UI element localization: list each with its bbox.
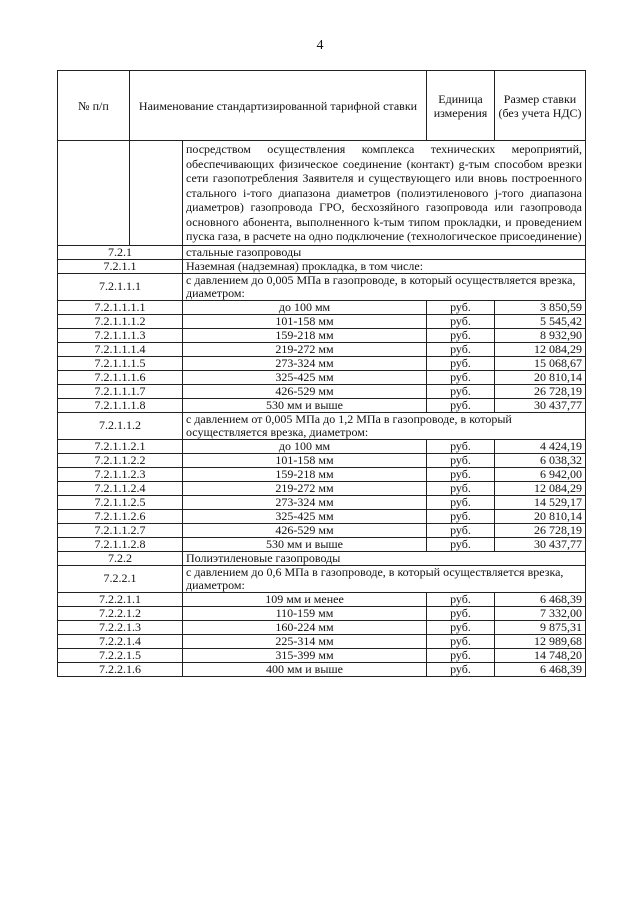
row-name: 109 мм и менее — [183, 592, 427, 606]
row-price: 26 728,19 — [495, 384, 586, 398]
table-row — [58, 314, 586, 328]
row-number: 7.2.1.1.2.6 — [58, 509, 183, 523]
row-price: 6 038,32 — [495, 453, 586, 467]
row-unit: руб. — [427, 398, 495, 412]
row-number: 7.2.1.1.2.2 — [58, 453, 183, 467]
row-number: 7.2.1.1.1.1 — [58, 300, 183, 314]
row-price: 12 084,29 — [495, 342, 586, 356]
row-number: 7.2.2.1.3 — [58, 620, 183, 634]
row-unit: руб. — [427, 662, 495, 676]
row-name: 325-425 мм — [183, 370, 427, 384]
row-number: 7.2.2 — [58, 551, 183, 565]
row-unit: руб. — [427, 439, 495, 453]
row-number: 7.2.2.1.6 — [58, 662, 183, 676]
row-price: 6 942,00 — [495, 467, 586, 481]
row-number: 7.2.1.1.2.8 — [58, 537, 183, 551]
row-number: 7.2.1.1.1.8 — [58, 398, 183, 412]
table-row — [58, 300, 586, 314]
row-unit: руб. — [427, 592, 495, 606]
row-name: 400 мм и выше — [183, 662, 427, 676]
table-row — [58, 537, 586, 551]
row-unit: руб. — [427, 481, 495, 495]
row-name: 273-324 мм — [183, 356, 427, 370]
row-name: с давлением до 0,005 МПа в газопроводе, в который осуществляется врезка, диаметром: — [183, 273, 586, 300]
row-name: с давлением до 0,6 МПа в газопроводе, в который осуществляется врезка, диаметром: — [183, 565, 586, 592]
row-unit: руб. — [427, 537, 495, 551]
row-name: 315-399 мм — [183, 648, 427, 662]
row-unit: руб. — [427, 370, 495, 384]
row-unit: руб. — [427, 606, 495, 620]
row-name: стальные газопроводы — [183, 245, 586, 259]
row-number: 7.2.1.1.1.7 — [58, 384, 183, 398]
row-unit: руб. — [427, 384, 495, 398]
row-unit: руб. — [427, 634, 495, 648]
row-unit: руб. — [427, 342, 495, 356]
row-number: 7.2.1.1.1 — [58, 273, 183, 300]
table-row — [58, 523, 586, 537]
row-name: 219-272 мм — [183, 342, 427, 356]
row-price: 20 810,14 — [495, 370, 586, 384]
row-name: до 100 мм — [183, 439, 427, 453]
table-header-row — [58, 71, 586, 141]
table-row — [58, 592, 586, 606]
row-name: 530 мм и выше — [183, 537, 427, 551]
tariff-table — [57, 70, 586, 677]
row-price: 15 068,67 — [495, 356, 586, 370]
row-name: 101-158 мм — [183, 453, 427, 467]
row-name: 325-425 мм — [183, 509, 427, 523]
table-row — [58, 342, 586, 356]
table-row — [58, 606, 586, 620]
row-name: 530 мм и выше — [183, 398, 427, 412]
row-name: 426-529 мм — [183, 384, 427, 398]
row-name: 426-529 мм — [183, 523, 427, 537]
row-price: 14 748,20 — [495, 648, 586, 662]
row-price: 26 728,19 — [495, 523, 586, 537]
row-name: 225-314 мм — [183, 634, 427, 648]
row-number: 7.2.1.1.2.3 — [58, 467, 183, 481]
table-row — [58, 453, 586, 467]
row-number: 7.2.1.1 — [58, 259, 183, 273]
row-number: 7.2.1.1.2 — [58, 412, 183, 439]
table-row — [58, 620, 586, 634]
row-unit: руб. — [427, 648, 495, 662]
table-row — [58, 481, 586, 495]
table-body — [58, 141, 586, 677]
row-number: 7.2.1.1.2.1 — [58, 439, 183, 453]
row-unit: руб. — [427, 300, 495, 314]
row-unit: руб. — [427, 453, 495, 467]
table-row — [58, 384, 586, 398]
header-size: Размер ставки (без учета НДС) — [495, 71, 586, 141]
header-unit: Единица измерения — [427, 71, 495, 141]
header-name: Наименование стандартизированной тарифной ставки — [130, 71, 427, 141]
row-price: 4 424,19 — [495, 439, 586, 453]
row-number: 7.2.1.1.1.5 — [58, 356, 183, 370]
row-name: 101-158 мм — [183, 314, 427, 328]
row-price: 14 529,17 — [495, 495, 586, 509]
intro-row — [58, 141, 586, 246]
row-number: 7.2.2.1 — [58, 565, 183, 592]
row-price: 12 084,29 — [495, 481, 586, 495]
row-number: 7.2.1.1.1.3 — [58, 328, 183, 342]
row-unit: руб. — [427, 356, 495, 370]
table-row — [58, 565, 586, 592]
row-unit: руб. — [427, 495, 495, 509]
row-name: 159-218 мм — [183, 467, 427, 481]
table-row — [58, 439, 586, 453]
row-price: 5 545,42 — [495, 314, 586, 328]
table-row — [58, 328, 586, 342]
row-unit: руб. — [427, 467, 495, 481]
row-number: 7.2.1.1.2.7 — [58, 523, 183, 537]
row-name: 160-224 мм — [183, 620, 427, 634]
row-price: 3 850,59 — [495, 300, 586, 314]
row-unit: руб. — [427, 314, 495, 328]
table-row — [58, 648, 586, 662]
row-name: 159-218 мм — [183, 328, 427, 342]
row-unit: руб. — [427, 328, 495, 342]
row-name: Полиэтиленовые газопроводы — [183, 551, 586, 565]
row-price: 6 468,39 — [495, 662, 586, 676]
row-number: 7.2.1.1.1.2 — [58, 314, 183, 328]
table-row — [58, 370, 586, 384]
header-num: № п/п — [58, 71, 130, 141]
row-name: до 100 мм — [183, 300, 427, 314]
row-price: 20 810,14 — [495, 509, 586, 523]
row-number: 7.2.1.1.2.5 — [58, 495, 183, 509]
row-price: 9 875,31 — [495, 620, 586, 634]
row-number: 7.2.2.1.4 — [58, 634, 183, 648]
row-price: 30 437,77 — [495, 398, 586, 412]
table-row — [58, 398, 586, 412]
table-row — [58, 356, 586, 370]
table-row — [58, 467, 586, 481]
table-row — [58, 634, 586, 648]
table-row — [58, 273, 586, 300]
table-row — [58, 509, 586, 523]
table-row — [58, 551, 586, 565]
row-price: 7 332,00 — [495, 606, 586, 620]
row-name: Наземная (надземная) прокладка, в том числе: — [183, 259, 586, 273]
row-number: 7.2.1.1.2.4 — [58, 481, 183, 495]
row-unit: руб. — [427, 620, 495, 634]
table-row — [58, 662, 586, 676]
table-row — [58, 495, 586, 509]
row-name: 219-272 мм — [183, 481, 427, 495]
table-row — [58, 245, 586, 259]
table-row — [58, 259, 586, 273]
row-name: с давлением от 0,005 МПа до 1,2 МПа в газопроводе, в который осуществляется врезка, диаметром: — [183, 412, 586, 439]
row-number: 7.2.2.1.5 — [58, 648, 183, 662]
row-price: 12 989,68 — [495, 634, 586, 648]
row-price: 30 437,77 — [495, 537, 586, 551]
page-number: 4 — [316, 38, 324, 53]
row-price: 8 932,90 — [495, 328, 586, 342]
row-number: 7.2.2.1.2 — [58, 606, 183, 620]
row-name: 273-324 мм — [183, 495, 427, 509]
intro-text: посредством осуществления комплекса технических мероприятий, обеспечивающих физическое соединение (контакт) g-тым способом врезки сети газопотребления Заявителя и существующего или вновь построенного стального i-того диапазона диаметров (полиэтиленового j-того диапазона диаметров) газопровода ГРО, бесхозяйного газопровода или газопровода основного абонента, выполненного k-тым типом прокладки, и проведением пуска газа, в расчете на одно подключение (технологическое присоединение) — [183, 141, 586, 246]
row-number: 7.2.1.1.1.4 — [58, 342, 183, 356]
row-price: 6 468,39 — [495, 592, 586, 606]
row-unit: руб. — [427, 509, 495, 523]
row-number: 7.2.2.1.1 — [58, 592, 183, 606]
table-row — [58, 412, 586, 439]
row-name: 110-159 мм — [183, 606, 427, 620]
row-unit: руб. — [427, 523, 495, 537]
row-number: 7.2.1.1.1.6 — [58, 370, 183, 384]
row-number: 7.2.1 — [58, 245, 183, 259]
